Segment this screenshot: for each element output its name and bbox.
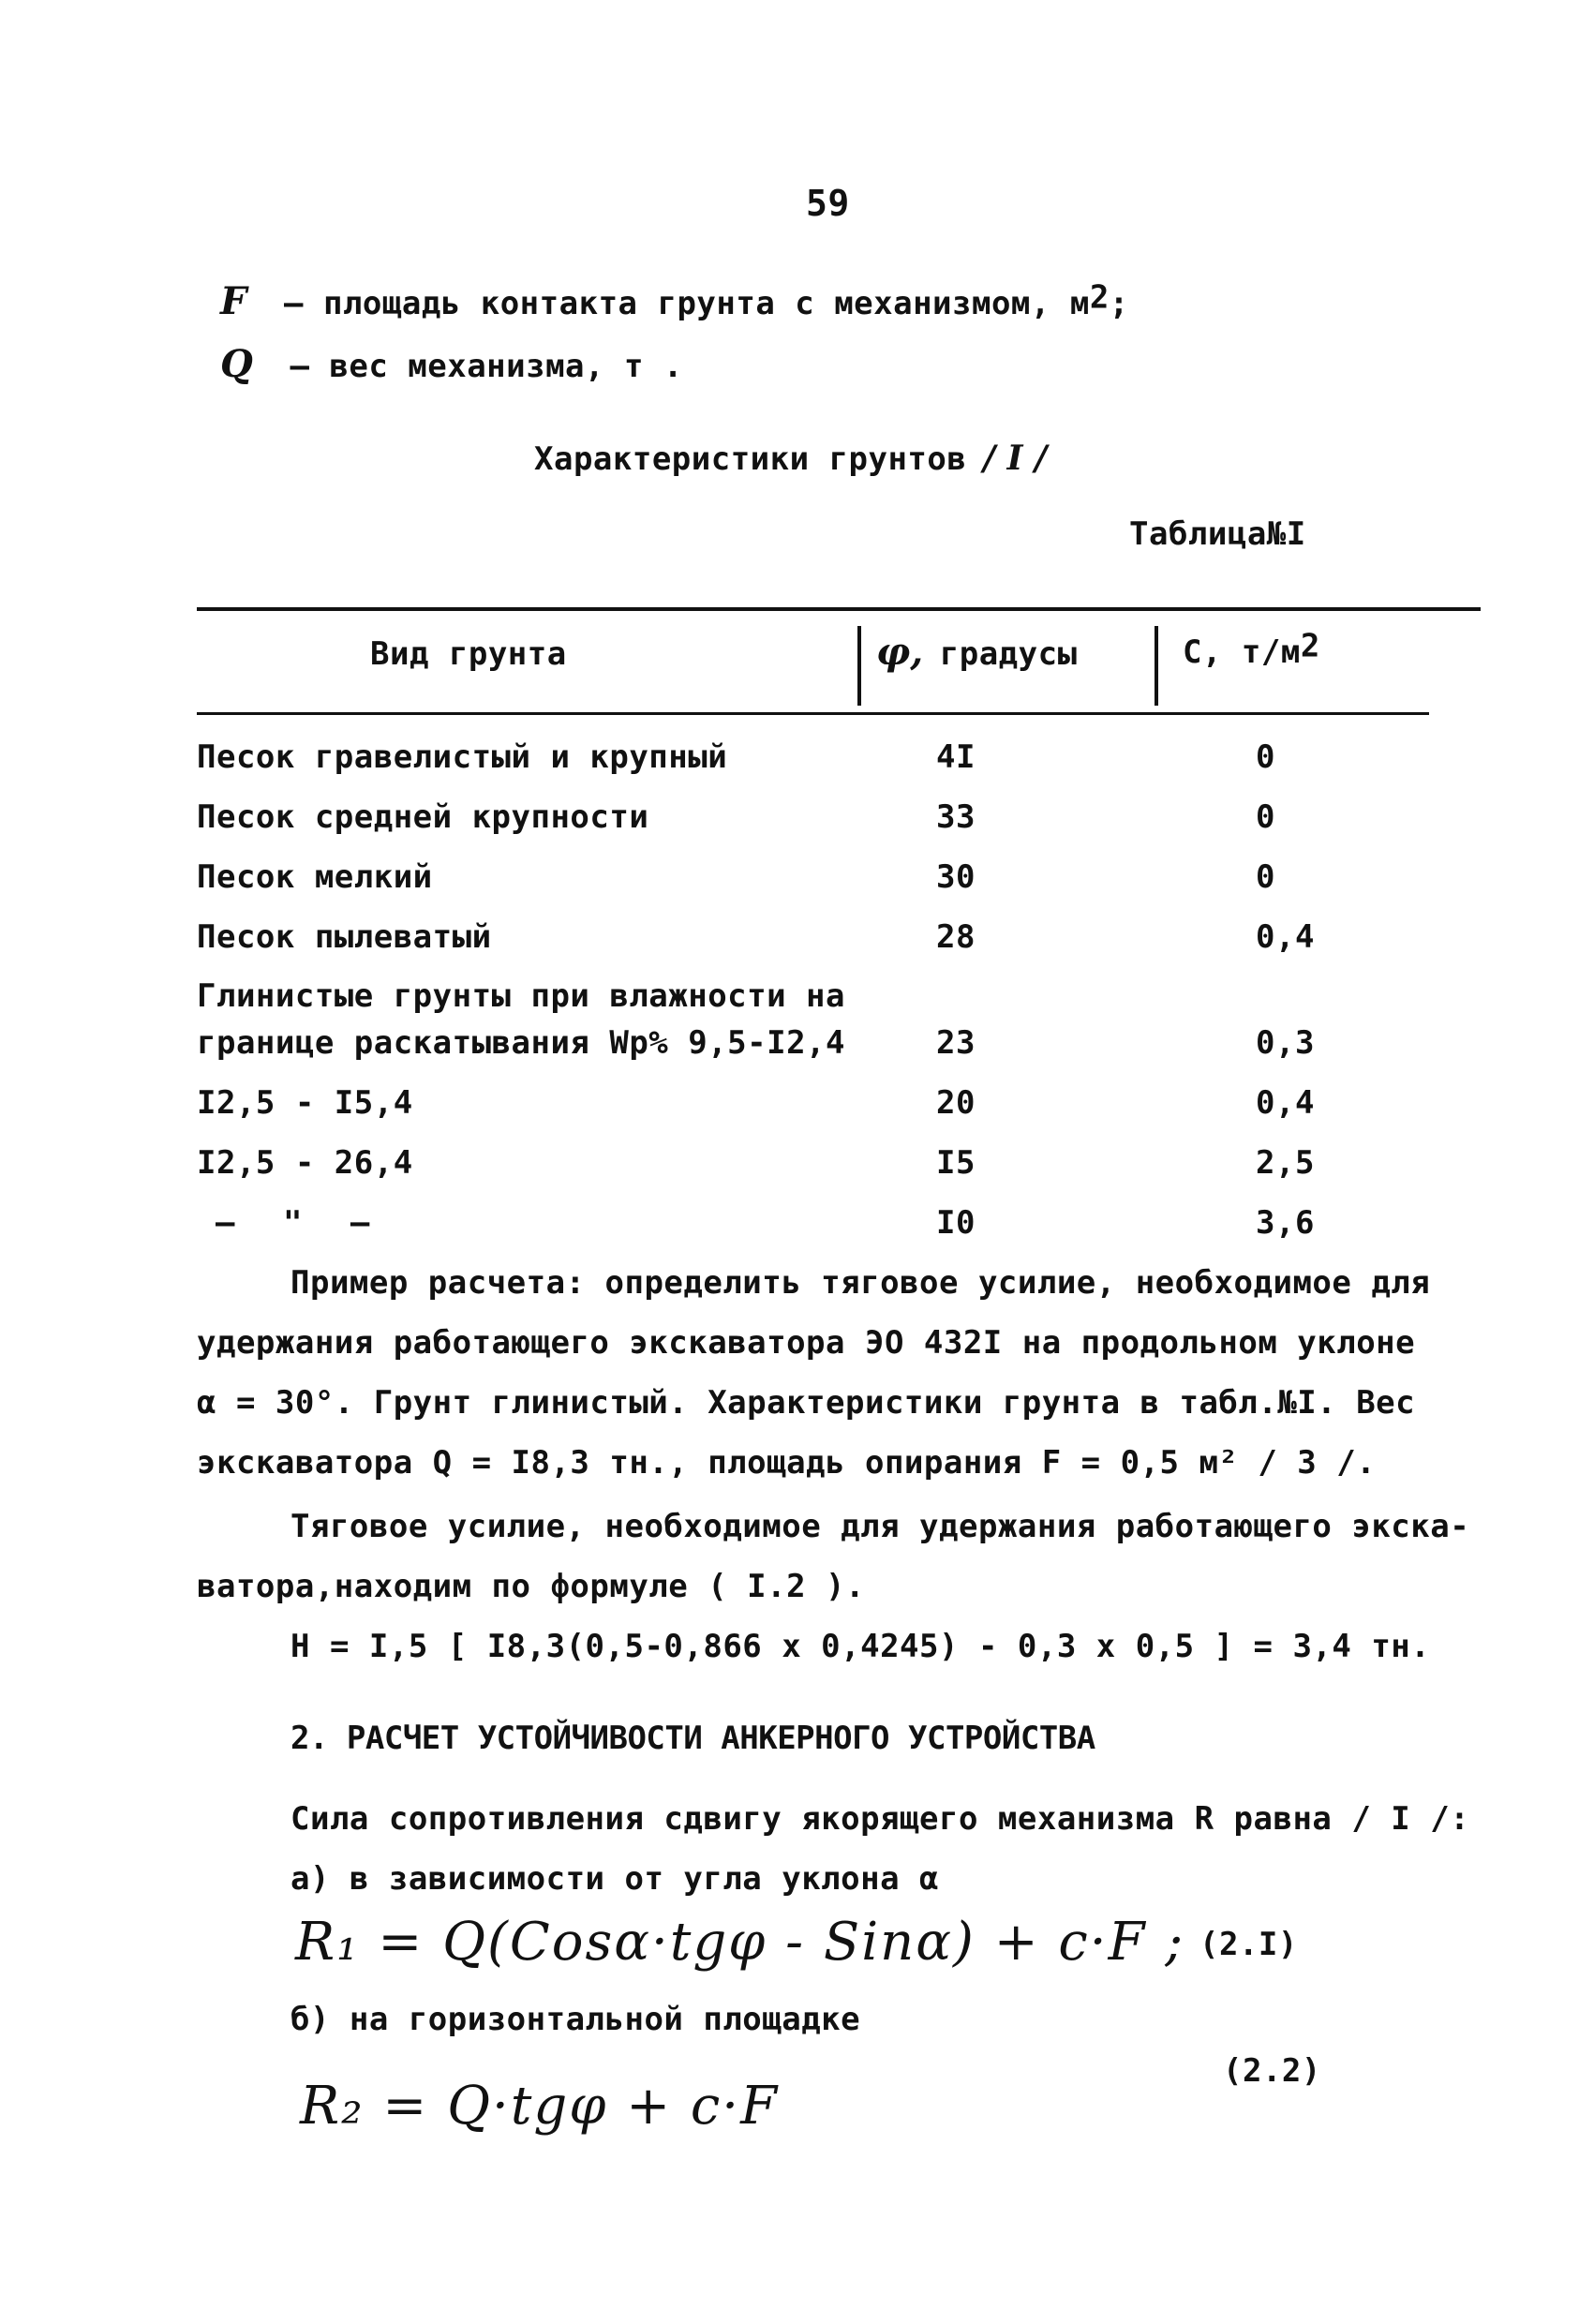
table-row-name: I2,5 - I5,4 <box>197 1084 413 1122</box>
table-row-c: 3,6 <box>1256 1204 1315 1242</box>
header-divider-1 <box>857 626 861 706</box>
section-line: а) в зависимости от угла уклона α <box>290 1860 940 1898</box>
header-soil-type: Вид грунта <box>370 635 567 673</box>
definition-f-tail: ; <box>1109 285 1129 322</box>
table-row-phi: 23 <box>936 1024 976 1062</box>
table-row-phi: 28 <box>936 918 976 956</box>
table-row-phi: 20 <box>936 1084 976 1122</box>
section-heading: 2. РАСЧЕТ УСТОЙЧИВОСТИ АНКЕРНОГО УСТРОЙСТВА <box>290 1720 1095 1757</box>
table-row-name: – " – <box>216 1204 370 1242</box>
table-row-c: 0 <box>1256 858 1275 896</box>
definition-f-sup: 2 <box>1089 278 1110 317</box>
header-phi-text: градусы <box>939 635 1078 673</box>
definition-f <box>220 279 1129 323</box>
table-row-phi: I0 <box>936 1204 976 1242</box>
table-label: Таблица№I <box>1129 515 1306 553</box>
table-title-ref: / I / <box>982 439 1048 478</box>
formula-2-2: R₂ = Q·tgφ + c·F <box>300 2076 779 2137</box>
formula-number: (2.I) <box>1199 1926 1298 1963</box>
symbol-f: F <box>220 279 247 323</box>
table-row-name: Песок гравелистый и крупный <box>197 738 728 776</box>
table-row-phi: 33 <box>936 798 976 836</box>
header-divider-2 <box>1155 626 1158 706</box>
table-row-name: Глинистые грунты при влажности на <box>197 977 846 1015</box>
table-row-c: 0 <box>1256 738 1275 776</box>
section-line: б) на горизонтальной площадке <box>290 2001 861 2038</box>
header-phi <box>876 630 1078 674</box>
table-row-name: Песок пылеватый <box>197 918 492 956</box>
table-top-rule <box>197 607 1481 611</box>
calculation-line: H = I,5 [ I8,3(0,5-0,866 x 0,4245) - 0,3 x 0,5 ] = 3,4 тн. <box>290 1628 1431 1665</box>
table-row-phi: I5 <box>936 1144 976 1182</box>
table-title-text: Характеристики грунтов <box>534 440 967 478</box>
section-line: Сила сопротивления сдвигу якорящего механизма R равна / I /: <box>290 1800 1470 1838</box>
example-line: Пример расчета: определить тяговое усилие, необходимое для <box>290 1264 1431 1302</box>
table-row-phi: 4I <box>936 738 976 776</box>
example-line: экскаватора Q = I8,3 тн., площадь опирания F = 0,5 м² / 3 /. <box>197 1444 1377 1482</box>
table-row-name: I2,5 - 26,4 <box>197 1144 413 1182</box>
formula-number: (2.2) <box>1223 2052 1321 2090</box>
table-row-c: 2,5 <box>1256 1144 1315 1182</box>
table-row-c: 0,4 <box>1256 918 1315 956</box>
formula-2-1: R₁ = Q(Cosα·tgφ - Sinα) + c·F ; <box>295 1912 1185 1973</box>
example-line: удержания работающего экскаватора ЭО 432I на продольном уклоне <box>197 1324 1416 1362</box>
symbol-q: Q <box>220 342 253 386</box>
table-row-name: Песок средней крупности <box>197 798 649 836</box>
table-title <box>534 439 1047 478</box>
definition-f-text: – площадь контакта грунта с механизмом, м <box>284 285 1090 322</box>
table-row-phi: 30 <box>936 858 976 896</box>
header-cohesion-text: С, т/м <box>1183 633 1301 671</box>
example-line: ватора,находим по формуле ( I.2 ). <box>197 1568 865 1605</box>
table-header-rule <box>197 712 1429 715</box>
table-row-name: Песок мелкий <box>197 858 433 896</box>
table-row-name: границе раскатывания Wр% 9,5-I2,4 <box>197 1024 846 1062</box>
table-row-c: 0 <box>1256 798 1275 836</box>
example-line: α = 30°. Грунт глинистый. Характеристики грунта в табл.№I. Вес <box>197 1384 1416 1422</box>
definition-q-text: – вес механизма, т . <box>290 348 683 385</box>
definition-q <box>220 342 683 386</box>
table-row-c: 0,3 <box>1256 1024 1315 1062</box>
phi-symbol: φ, <box>876 630 924 674</box>
page-number: 59 <box>806 183 850 224</box>
header-cohesion <box>1183 627 1320 671</box>
example-line: Тяговое усилие, необходимое для удержания работающего экска- <box>290 1508 1470 1545</box>
header-cohesion-sup: 2 <box>1300 627 1320 665</box>
table-row-c: 0,4 <box>1256 1084 1315 1122</box>
